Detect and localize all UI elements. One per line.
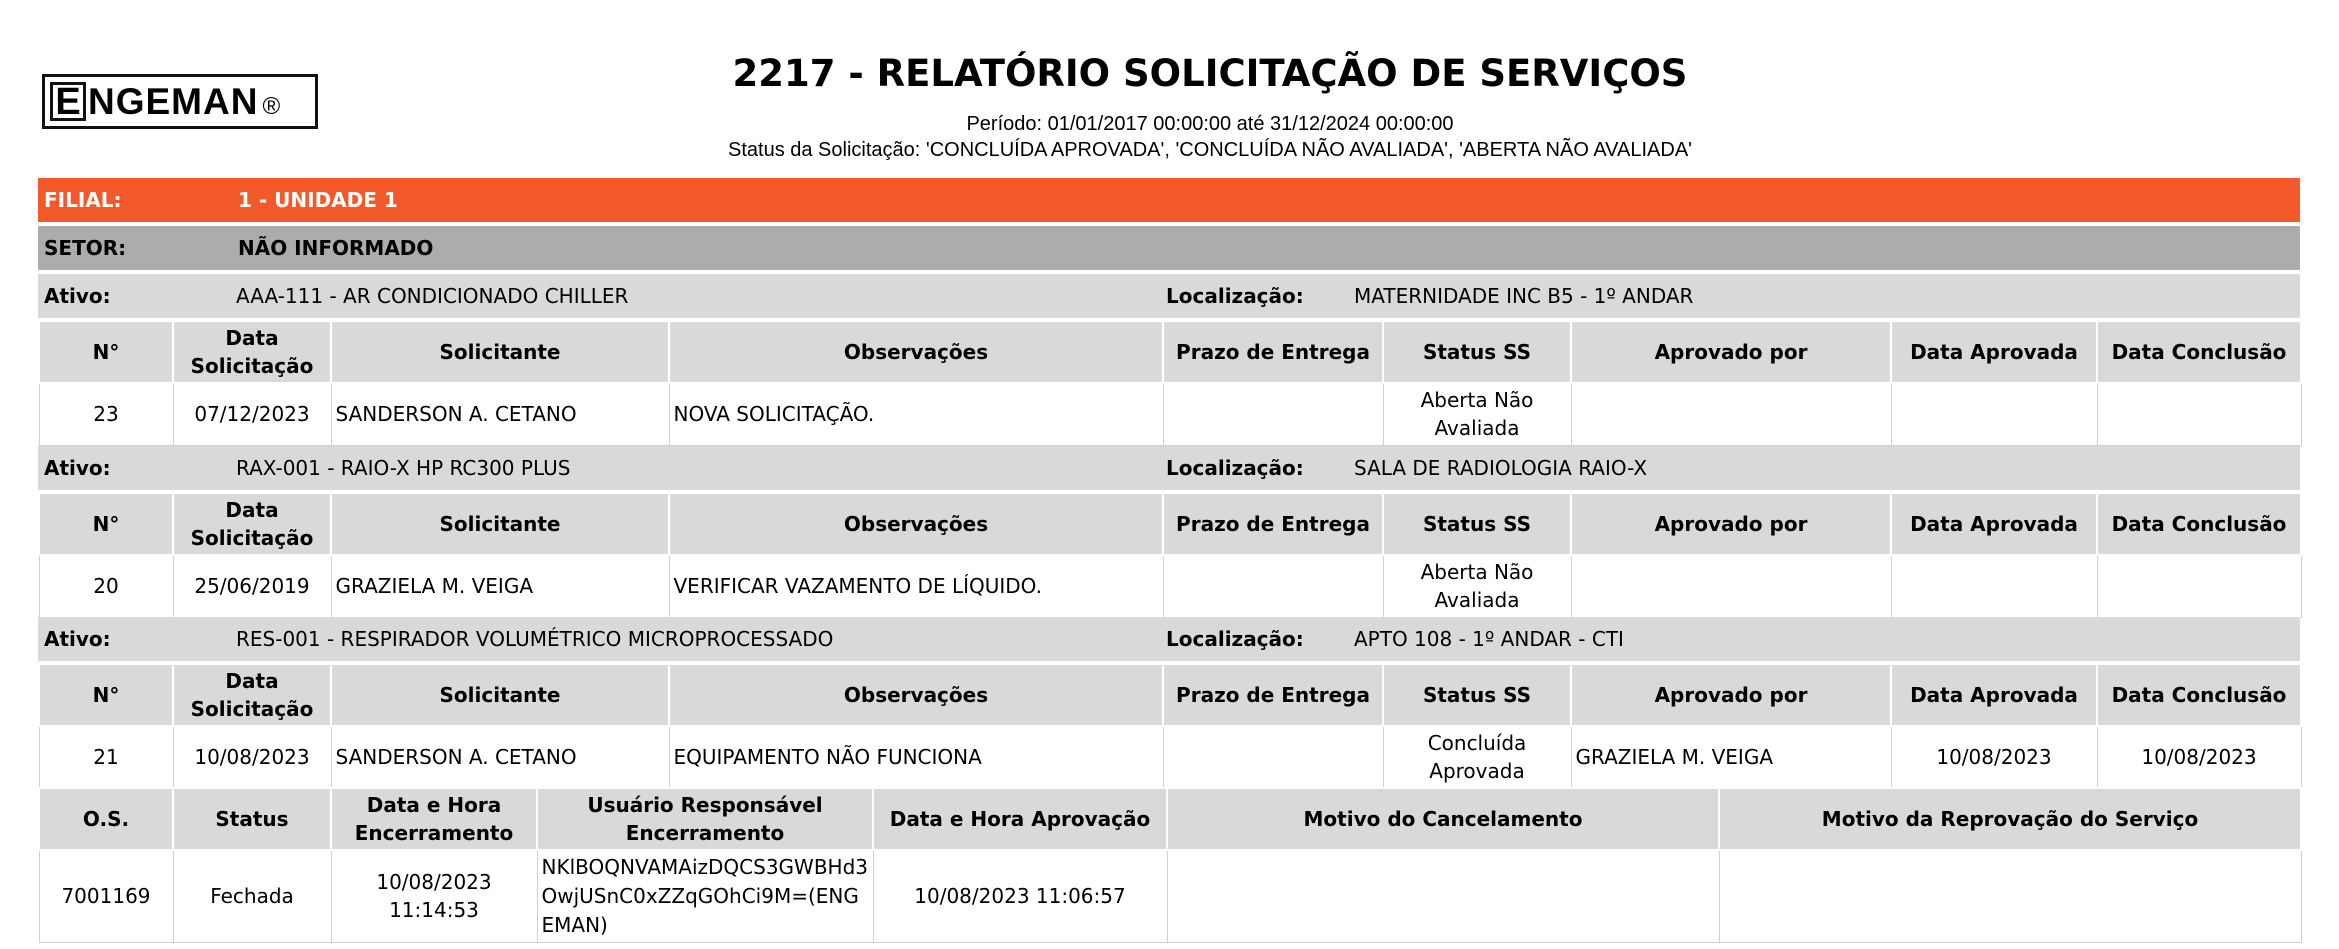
ativo-band <box>38 446 2300 490</box>
ativo-value: RAX-001 - RAIO-X HP RC300 PLUS <box>236 456 571 480</box>
cell-data-encerramento: 10/08/2023 11:14:53 <box>331 850 537 942</box>
ativo-label: Ativo: <box>44 456 111 480</box>
ativo-value: AAA-111 - AR CONDICIONADO CHILLER <box>236 284 629 308</box>
col-solicitante: Solicitante <box>331 321 669 383</box>
cell-status: Aberta Não Avaliada <box>1383 383 1571 445</box>
cell-data-conclusao <box>2097 555 2301 617</box>
ativo-label: Ativo: <box>44 284 111 308</box>
cell-n: 21 <box>39 726 173 788</box>
col-data-aprovada: Data Aprovada <box>1891 493 2097 555</box>
table-header-row <box>39 493 2301 555</box>
ativo-band <box>38 617 2300 661</box>
ativo-label: Ativo: <box>44 627 111 651</box>
col-data-conclusao: Data Conclusão <box>2097 493 2301 555</box>
ativo-band <box>38 274 2300 318</box>
col-status-ss: Status SS <box>1383 321 1571 383</box>
cell-os: 7001169 <box>39 850 173 942</box>
col-prazo-entrega: Prazo de Entrega <box>1163 664 1383 726</box>
os-row <box>39 850 2301 942</box>
cell-data: 10/08/2023 <box>173 726 331 788</box>
col-usuario-encerramento: Usuário Responsável Encerramento <box>537 788 873 850</box>
cell-motivo-reprovacao <box>1719 850 2301 942</box>
col-data-aprovada: Data Aprovada <box>1891 664 2097 726</box>
col-os-status: Status <box>173 788 331 850</box>
cell-aprovado-por <box>1571 383 1891 445</box>
filial-band <box>38 178 2300 222</box>
localizacao-label: Localização: <box>1166 456 1304 480</box>
cell-data: 25/06/2019 <box>173 555 331 617</box>
cell-solicitante: SANDERSON A. CETANO <box>331 726 669 788</box>
cell-data-aprovada: 10/08/2023 <box>1891 726 2097 788</box>
cell-prazo <box>1163 555 1383 617</box>
col-data-conclusao: Data Conclusão <box>2097 321 2301 383</box>
col-aprovado-por: Aprovado por <box>1571 321 1891 383</box>
cell-observacoes: VERIFICAR VAZAMENTO DE LÍQUIDO. <box>669 555 1163 617</box>
localizacao-value: APTO 108 - 1º ANDAR - CTI <box>1354 627 1624 651</box>
cell-n: 23 <box>39 383 173 445</box>
cell-os-status: Fechada <box>173 850 331 942</box>
localizacao-label: Localização: <box>1166 284 1304 308</box>
col-data-solicitacao: Data Solicitação <box>173 664 331 726</box>
cell-data-aprovacao: 10/08/2023 11:06:57 <box>873 850 1167 942</box>
col-prazo-entrega: Prazo de Entrega <box>1163 321 1383 383</box>
localizacao-label: Localização: <box>1166 627 1304 651</box>
col-n: N° <box>39 664 173 726</box>
cell-prazo <box>1163 383 1383 445</box>
cell-aprovado-por: GRAZIELA M. VEIGA <box>1571 726 1891 788</box>
col-status-ss: Status SS <box>1383 664 1571 726</box>
cell-n: 20 <box>39 555 173 617</box>
cell-data-conclusao: 10/08/2023 <box>2097 726 2301 788</box>
col-data-encerramento: Data e Hora Encerramento <box>331 788 537 850</box>
cell-motivo-cancelamento <box>1167 850 1719 942</box>
os-header-row <box>39 788 2301 850</box>
col-n: N° <box>39 493 173 555</box>
localizacao-value: MATERNIDADE INC B5 - 1º ANDAR <box>1354 284 1694 308</box>
cell-data-aprovada <box>1891 555 2097 617</box>
filial-label: FILIAL: <box>44 188 122 212</box>
cell-status: Concluída Aprovada <box>1383 726 1571 788</box>
solicitacoes-table <box>38 320 2302 446</box>
table-row <box>39 726 2301 788</box>
col-data-solicitacao: Data Solicitação <box>173 493 331 555</box>
col-observacoes: Observações <box>669 321 1163 383</box>
col-aprovado-por: Aprovado por <box>1571 493 1891 555</box>
logo-text: NGEMAN <box>88 80 259 122</box>
col-observacoes: Observações <box>669 664 1163 726</box>
cell-observacoes: NOVA SOLICITAÇÃO. <box>669 383 1163 445</box>
col-data-aprovada: Data Aprovada <box>1891 321 2097 383</box>
col-solicitante: Solicitante <box>331 664 669 726</box>
setor-value: NÃO INFORMADO <box>238 236 434 260</box>
table-row <box>39 555 2301 617</box>
filial-value: 1 - UNIDADE 1 <box>238 188 398 212</box>
cell-solicitante: SANDERSON A. CETANO <box>331 383 669 445</box>
cell-aprovado-por <box>1571 555 1891 617</box>
setor-band <box>38 226 2300 270</box>
table-header-row <box>39 664 2301 726</box>
os-table <box>38 787 2302 943</box>
cell-prazo <box>1163 726 1383 788</box>
solicitacoes-table <box>38 663 2302 789</box>
cell-observacoes: EQUIPAMENTO NÃO FUNCIONA <box>669 726 1163 788</box>
col-motivo-reprovacao: Motivo da Reprovação do Serviço <box>1719 788 2301 850</box>
col-data-solicitacao: Data Solicitação <box>173 321 331 383</box>
report-period: Período: 01/01/2017 00:00:00 até 31/12/2024 00:00:00 <box>966 113 1454 135</box>
col-data-conclusao: Data Conclusão <box>2097 664 2301 726</box>
col-status-ss: Status SS <box>1383 493 1571 555</box>
col-observacoes: Observações <box>669 493 1163 555</box>
cell-data: 07/12/2023 <box>173 383 331 445</box>
logo-letter: E <box>50 82 86 121</box>
ativo-value: RES-001 - RESPIRADOR VOLUMÉTRICO MICROPROCESSADO <box>236 627 834 651</box>
col-os: O.S. <box>39 788 173 850</box>
cell-data-aprovada <box>1891 383 2097 445</box>
col-solicitante: Solicitante <box>331 493 669 555</box>
cell-usuario: NKlBOQNVAMAizDQCS3GWBHd3OwjUSnC0xZZqGOhCi9M=(ENGEMAN) <box>537 850 873 942</box>
col-n: N° <box>39 321 173 383</box>
cell-solicitante: GRAZIELA M. VEIGA <box>331 555 669 617</box>
table-row <box>39 383 2301 445</box>
cell-data-conclusao <box>2097 383 2301 445</box>
engeman-logo <box>42 74 318 129</box>
solicitacoes-table <box>38 492 2302 618</box>
table-header-row <box>39 321 2301 383</box>
setor-label: SETOR: <box>44 236 127 260</box>
report-status-filter: Status da Solicitação: 'CONCLUÍDA APROVADA', 'CONCLUÍDA NÃO AVALIADA', 'ABERTA NÃO AVALIADA' <box>728 139 1692 161</box>
registered-icon: ® <box>262 92 281 120</box>
col-motivo-cancelamento: Motivo do Cancelamento <box>1167 788 1719 850</box>
report-title: 2217 - RELATÓRIO SOLICITAÇÃO DE SERVIÇOS <box>732 52 1688 95</box>
col-data-aprovacao: Data e Hora Aprovação <box>873 788 1167 850</box>
cell-status: Aberta Não Avaliada <box>1383 555 1571 617</box>
col-prazo-entrega: Prazo de Entrega <box>1163 493 1383 555</box>
col-aprovado-por: Aprovado por <box>1571 664 1891 726</box>
localizacao-value: SALA DE RADIOLOGIA RAIO-X <box>1354 456 1648 480</box>
